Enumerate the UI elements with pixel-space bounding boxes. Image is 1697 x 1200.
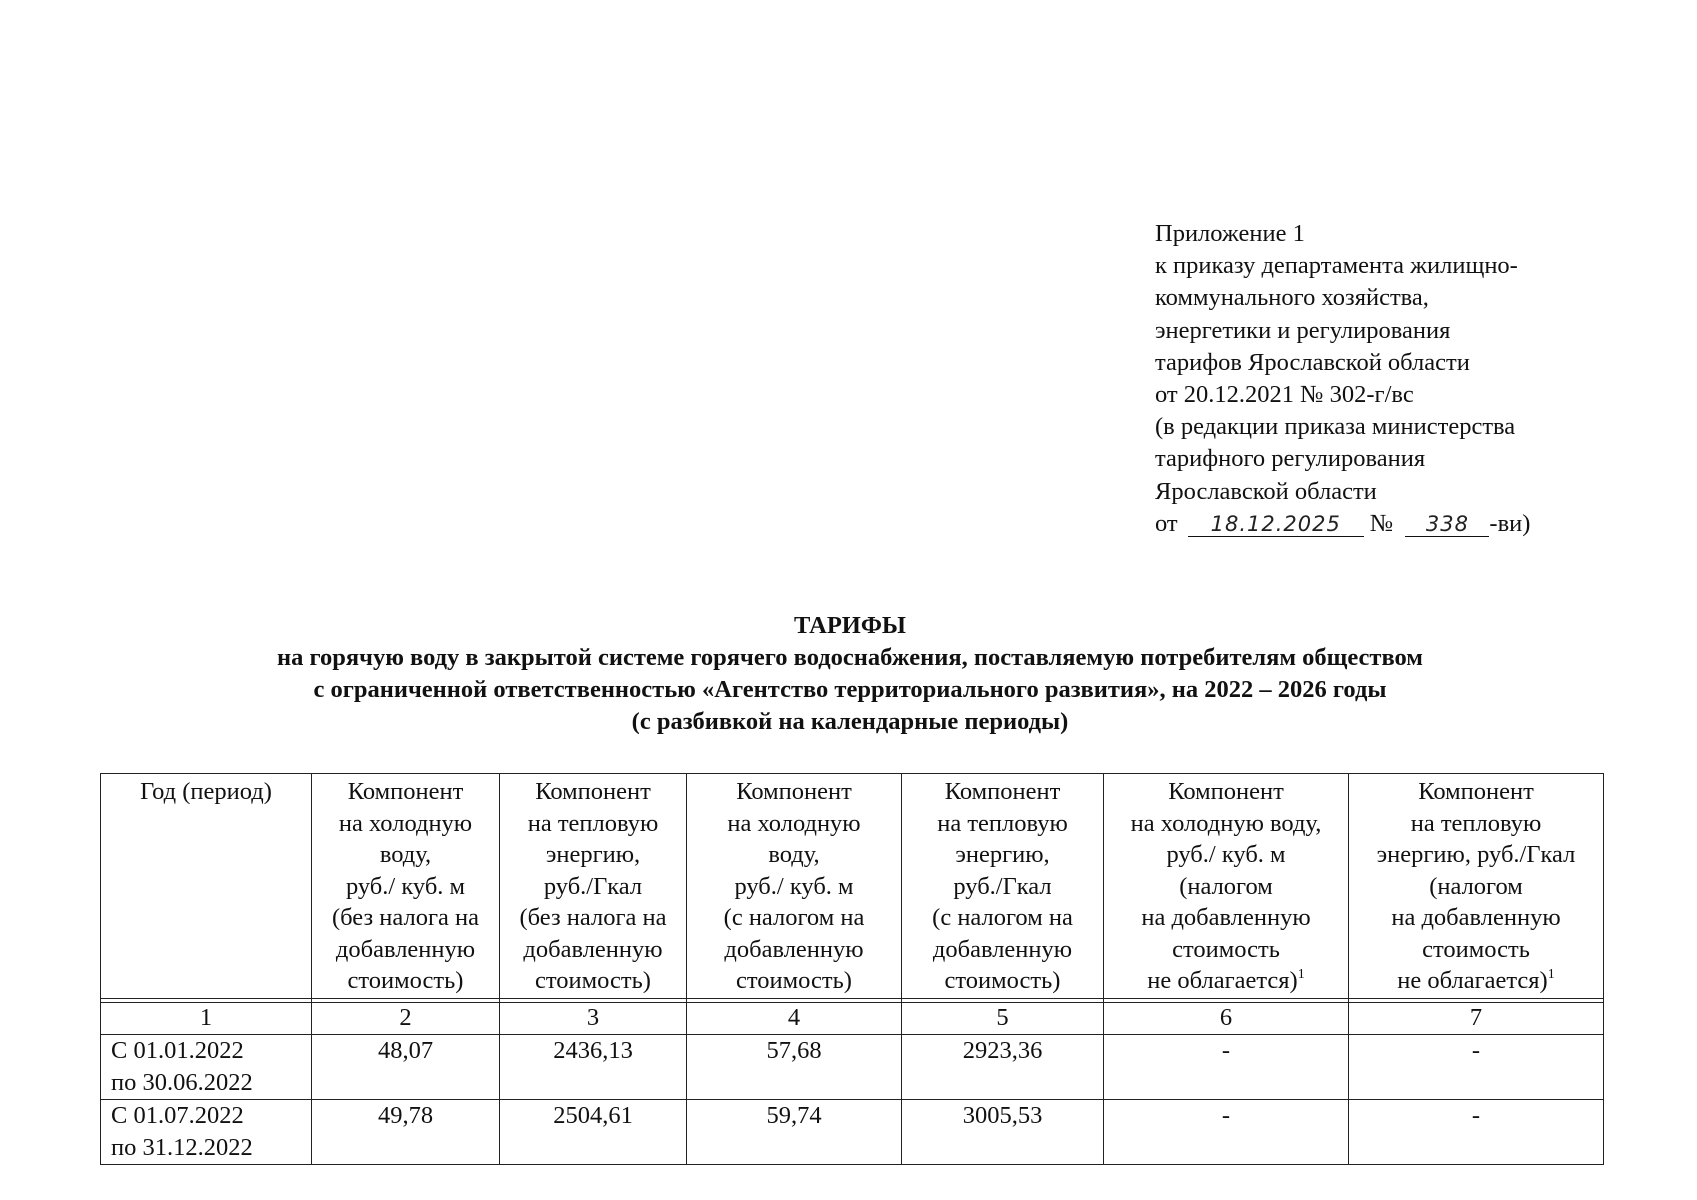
table-header-row — [101, 774, 1604, 999]
column-number: 7 — [1349, 1003, 1604, 1035]
value-cell: - — [1104, 1100, 1349, 1165]
header-cell: Компонент на холодную воду, руб./ куб. м (с налогом на добавленную стоимость) — [687, 774, 902, 999]
value-cell: 2923,36 — [902, 1035, 1104, 1100]
number-sign: № — [1369, 509, 1394, 537]
value-cell: 59,74 — [687, 1100, 902, 1165]
column-number: 1 — [101, 1003, 312, 1035]
header-cell: Компонент на тепловую энергию, руб./Гкал (без налога на добавленную стоимость) — [500, 774, 687, 999]
appendix-line: Приложение 1 — [1155, 220, 1305, 247]
appendix-amendment-line — [1155, 508, 1530, 540]
value-cell: 2436,13 — [500, 1035, 687, 1100]
column-number: 4 — [687, 1003, 902, 1035]
header-cell: Компонент на холодную воду, руб./ куб. м (налогом на добавленную стоимость не облагается)$^1$ — [1104, 774, 1349, 999]
appendix-block — [1155, 218, 1530, 540]
table-row — [101, 1100, 1604, 1165]
appendix-line: к приказу департамента жилищно- — [1155, 252, 1518, 280]
from-label: от — [1155, 509, 1178, 537]
value-cell: 48,07 — [312, 1035, 500, 1100]
column-number: 3 — [500, 1003, 687, 1035]
title-line: (с разбивкой на календарные периоды) — [631, 708, 1069, 735]
header-cell: Компонент на тепловую энергию, руб./Гкал (налогом на добавленную стоимость не облагается)$^1$ — [1349, 774, 1604, 999]
order-suffix: -ви) — [1489, 509, 1531, 537]
handwritten-date: 18.12.2025 — [1188, 512, 1364, 537]
footnote-mark: 1 — [1297, 967, 1305, 982]
column-number-row — [101, 1003, 1604, 1035]
value-cell: - — [1349, 1035, 1604, 1100]
document-title — [90, 610, 1610, 738]
header-cell: Год (период) — [101, 774, 312, 999]
appendix-line: (в редакции приказа министерства — [1155, 413, 1516, 441]
appendix-line: энергетики и регулирования — [1155, 316, 1451, 344]
value-cell: - — [1349, 1100, 1604, 1165]
column-number: 2 — [312, 1003, 500, 1035]
header-cell: Компонент на холодную воду, руб./ куб. м (без налога на добавленную стоимость) — [312, 774, 500, 999]
title-heading: ТАРИФЫ — [794, 612, 906, 639]
appendix-line: коммунального хозяйства, — [1155, 284, 1429, 312]
value-cell: - — [1104, 1035, 1349, 1100]
appendix-line: тарифов Ярославской области — [1155, 348, 1470, 376]
value-cell: 3005,53 — [902, 1100, 1104, 1165]
appendix-line: Ярославской области — [1155, 477, 1377, 505]
value-cell: 49,78 — [312, 1100, 500, 1165]
table-row — [101, 1035, 1604, 1100]
title-line: с ограниченной ответственностью «Агентство территориального развития», на 2022 – 2026 годы — [313, 676, 1387, 703]
header-cell: Компонент на тепловую энергию, руб./Гкал (с налогом на добавленную стоимость) — [902, 774, 1104, 999]
value-cell: 2504,61 — [500, 1100, 687, 1165]
appendix-line: от 20.12.2021 № 302-г/вс — [1155, 381, 1414, 409]
column-number: 5 — [902, 1003, 1104, 1035]
column-number: 6 — [1104, 1003, 1349, 1035]
title-line: на горячую воду в закрытой системе горячего водоснабжения, поставляемую потребителям обществом — [277, 644, 1423, 671]
value-cell: 57,68 — [687, 1035, 902, 1100]
footnote-mark: 1 — [1547, 967, 1555, 982]
handwritten-number: 338 — [1405, 512, 1489, 537]
appendix-line: тарифного регулирования — [1155, 445, 1426, 473]
tariff-table — [100, 773, 1604, 1165]
period-cell: С 01.01.2022 по 30.06.2022 — [101, 1035, 312, 1100]
period-cell: С 01.07.2022 по 31.12.2022 — [101, 1100, 312, 1165]
